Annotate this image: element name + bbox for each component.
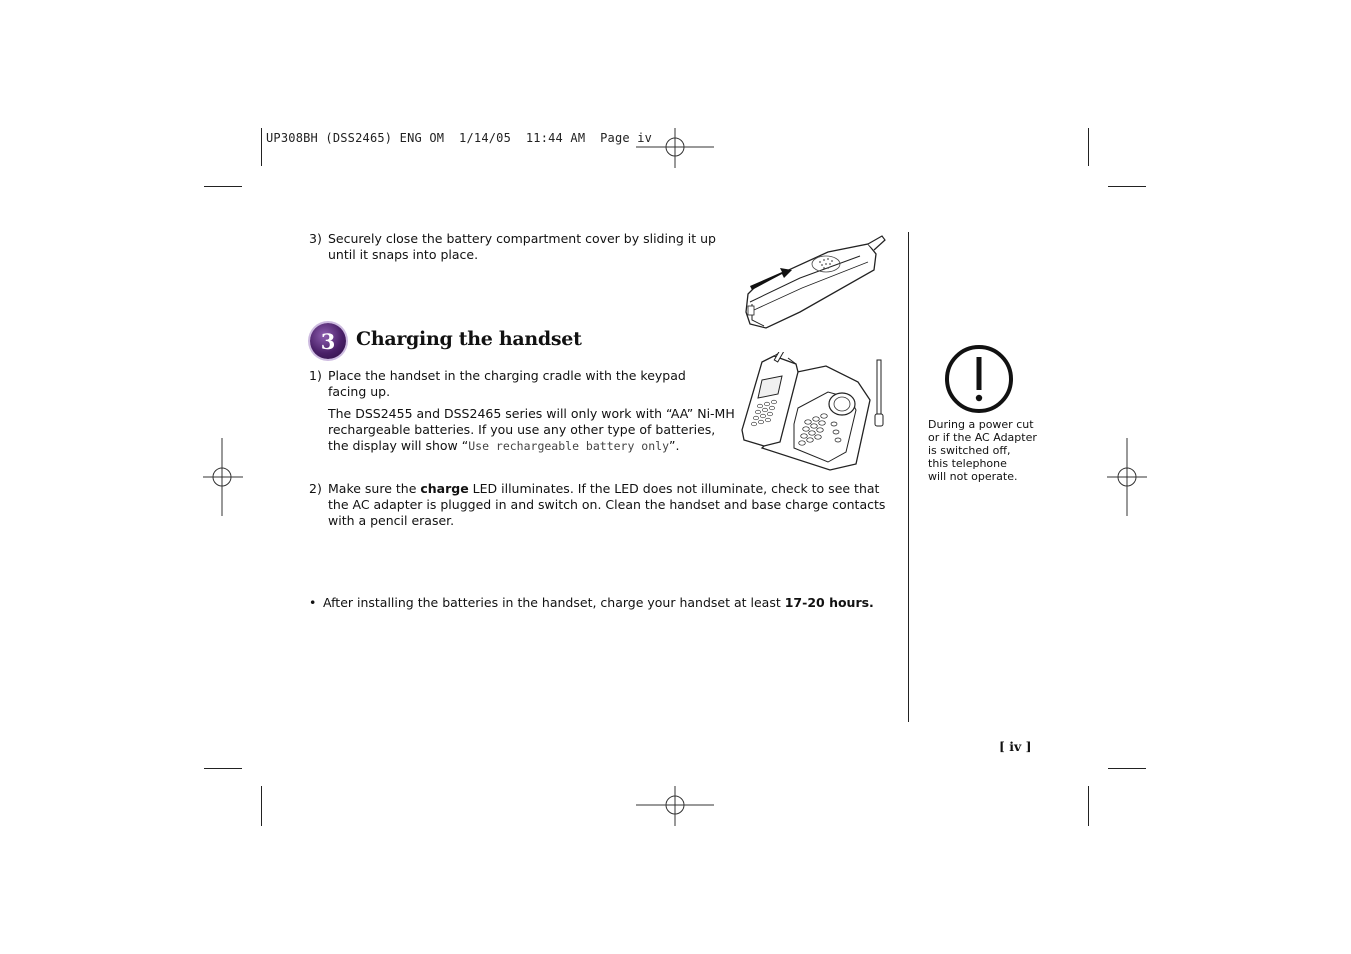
charging-step1-line2: facing up.	[328, 384, 391, 399]
charging-step2-line1	[328, 481, 888, 497]
charging-step1-text	[328, 368, 728, 400]
charging-step1-number: 1)	[309, 368, 322, 383]
registration-mark-left	[203, 438, 243, 516]
section-number: 3	[320, 329, 336, 354]
charge-led-label: charge	[420, 481, 469, 496]
charging-time-note	[323, 595, 903, 611]
warning-line: or if the AC Adapter	[928, 431, 1037, 444]
registration-mark-top	[636, 128, 714, 168]
print-slug: UP308BH (DSS2465) ENG OM 1/14/05 11:44 AM Page iv	[266, 131, 653, 145]
charging-time-text: After installing the batteries in the handset, charge your handset at least	[323, 595, 785, 610]
battery-note-line1: The DSS2455 and DSS2465 series will only work with “AA” Ni-MH	[328, 406, 735, 421]
battery-note	[328, 406, 738, 454]
handset-battery-cover-illustration	[740, 232, 890, 332]
power-cut-warning	[928, 418, 1048, 483]
step3-line1: Securely close the battery compartment cover by sliding it up	[328, 231, 716, 246]
battery-note-line3	[328, 438, 738, 454]
charging-time-hours: 17-20 hours.	[784, 595, 874, 610]
page-number: [ iv ]	[999, 739, 1032, 754]
battery-note-line2: rechargeable batteries. If you use any other type of batteries,	[328, 422, 716, 437]
charging-step2-prefix: Make sure the	[328, 481, 421, 496]
step3-line2: until it snaps into place.	[328, 247, 479, 262]
warning-line: this telephone	[928, 457, 1007, 470]
battery-note-prefix: the display will show “	[328, 438, 469, 453]
exclamation-circle-icon	[943, 344, 1015, 416]
charging-step2-text	[328, 481, 888, 529]
charging-step2-suffix: LED illuminates. If the LED does not illuminate, check to see that	[468, 481, 880, 496]
registration-mark-right	[1107, 438, 1147, 516]
warning-line: is switched off,	[928, 444, 1011, 457]
battery-note-suffix: ”.	[669, 438, 680, 453]
warning-line: will not operate.	[928, 470, 1018, 483]
column-divider	[908, 232, 909, 722]
warning-line: During a power cut	[928, 418, 1034, 431]
charging-step2-line2: the AC adapter is plugged in and switch on. Clean the handset and base charge contacts	[328, 497, 886, 512]
section-title: Charging the handset	[356, 328, 582, 350]
display-message: Use rechargeable battery only	[468, 439, 670, 453]
charging-step2-line3: with a pencil eraser.	[328, 513, 455, 528]
bullet-symbol: •	[309, 595, 317, 610]
step3-number: 3)	[309, 231, 322, 246]
registration-mark-bottom	[636, 786, 714, 826]
charging-step2-number: 2)	[309, 481, 322, 496]
charging-cradle-illustration	[738, 352, 890, 474]
charging-step1-line1: Place the handset in the charging cradle with the keypad	[328, 368, 686, 383]
